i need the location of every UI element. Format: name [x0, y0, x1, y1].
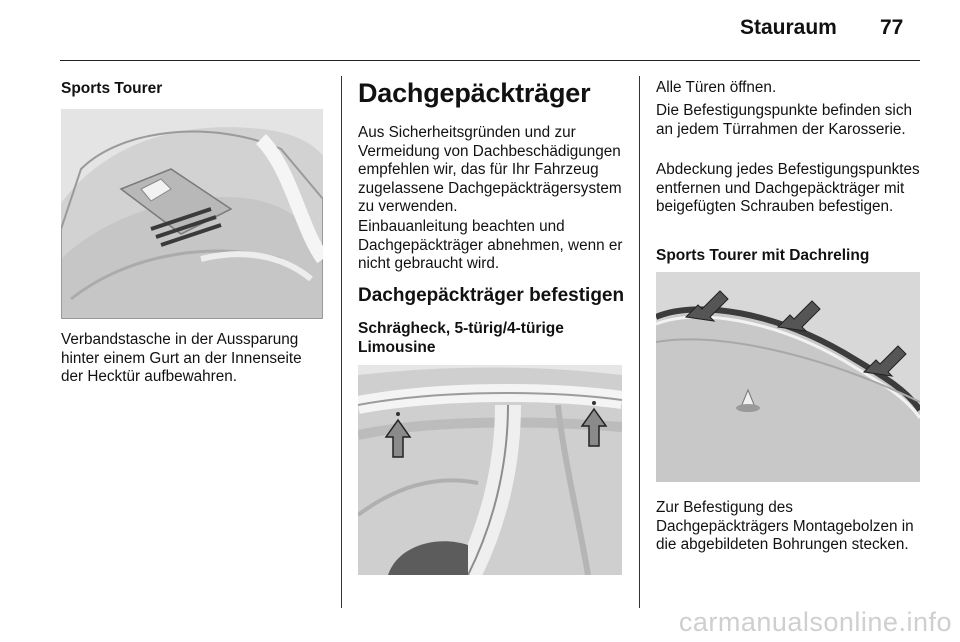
column-divider-2 — [639, 76, 640, 608]
subheading-attach-roof-rack: Dachgepäckträger befestigen — [358, 285, 625, 306]
figure-roof-rail-mount-points — [656, 272, 920, 482]
header-divider — [60, 60, 920, 61]
column-divider-1 — [341, 76, 342, 608]
paragraph-remove-cover: Abdeckung jedes Befestigungspunktes entfernen und Dachgepäckträger mit beigefügten Schrauben befestigen. — [656, 161, 920, 215]
tailgate-illustration — [61, 109, 323, 319]
paragraph-mount-points: Die Befestigungspunkte befinden sich an jedem Türrahmen der Karosserie. — [656, 102, 912, 138]
paragraph-roof-rack-safety: Aus Sicherheitsgründen und zur Vermeidung von Dachbeschädigungen empfehlen wir, das für Ihr Fahrzeug zugelassene Dachgepäckträgersystem zu verwenden. — [358, 124, 622, 215]
watermark: carmanualsonline.info — [678, 607, 952, 637]
paragraph-open-doors: Alle Türen öffnen. — [656, 79, 777, 96]
caption-roof-rail-bolts: Zur Befestigung des Dachgepäckträgers Montagebolzen in die abgebildeten Bohrungen stecken. — [656, 499, 914, 553]
door-frame-illustration — [358, 365, 622, 575]
roof-rail-illustration — [656, 272, 920, 482]
figure-door-frame-mount-points — [358, 365, 622, 575]
section-heading-sports-tourer: Sports Tourer — [61, 80, 163, 97]
section-heading-roof-rack: Dachgepäckträger — [358, 78, 591, 108]
caption-first-aid-kit: Verbandstasche in der Aussparung hinter einem Gurt an der Innenseite der Hecktür aufbewahren. — [61, 331, 302, 385]
paragraph-roof-rack-instructions: Einbauanleitung beachten und Dachgepäckträger abnehmen, wenn er nicht gebraucht wird. — [358, 218, 623, 272]
page-number: 77 — [880, 16, 904, 39]
page-header-title: Stauraum — [740, 16, 837, 39]
variant-heading-sports-tourer-rails: Sports Tourer mit Dachreling — [656, 247, 870, 264]
variant-heading-hatchback-sedan: Schrägheck, 5-türig/4-türige Limousine — [358, 320, 564, 356]
figure-first-aid-kit-tailgate — [61, 109, 323, 319]
